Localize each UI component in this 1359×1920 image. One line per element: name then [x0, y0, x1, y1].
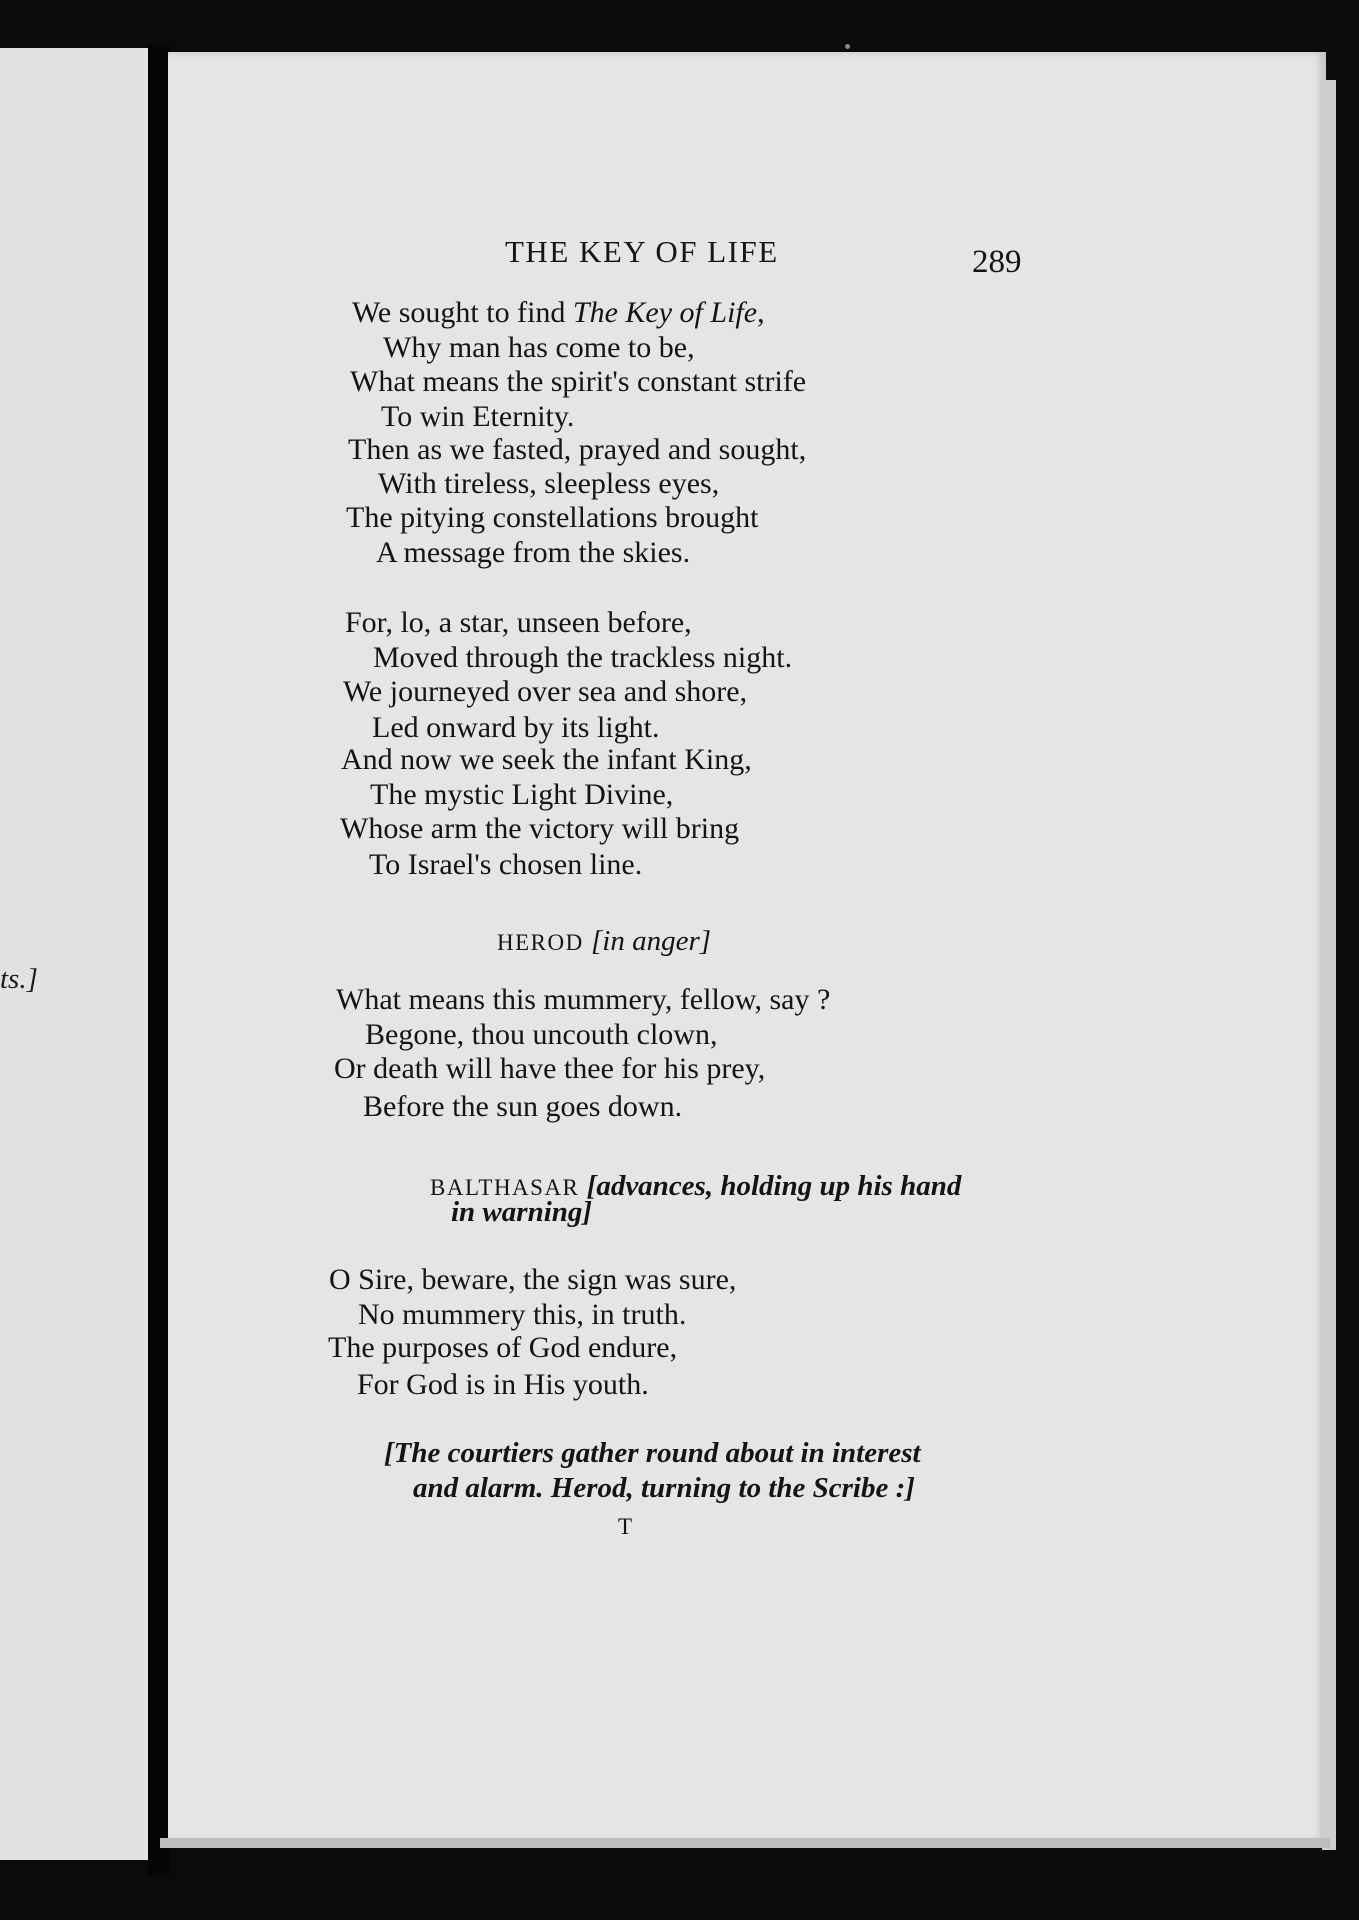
previous-page-fragment: ts.]: [0, 963, 38, 995]
verse-line: Why man has come to be,: [383, 331, 695, 364]
previous-page: [0, 48, 152, 1860]
speaker-heading: [497, 925, 711, 958]
verse-line: For God is in His youth.: [357, 1368, 649, 1401]
verse-line: We sought to find The Key of Life,: [352, 296, 765, 329]
stage-direction-inline: [advances, holding up his hand: [586, 1170, 962, 1202]
page-number: 289: [972, 244, 1022, 280]
dust-speck: [845, 44, 850, 49]
verse-line: For, lo, a star, unseen before,: [345, 606, 692, 639]
verse-line: The purposes of God endure,: [328, 1331, 678, 1364]
verse-line: Before the sun goes down.: [363, 1090, 683, 1123]
running-head: THE KEY OF LIFE: [505, 234, 779, 269]
speaker-name: HEROD: [497, 930, 584, 955]
verse-line: Led onward by its light.: [372, 711, 660, 744]
stage-direction: and alarm. Herod, turning to the Scribe :]: [413, 1472, 915, 1504]
verse-line: Begone, thou uncouth clown,: [365, 1018, 718, 1051]
stage-direction-inline: [in anger]: [590, 925, 712, 957]
speaker-name: BALTHASAR: [430, 1175, 580, 1200]
verse-line: Whose arm the victory will bring: [340, 812, 740, 845]
stage-direction-inline: in warning]: [451, 1196, 593, 1228]
verse-line: Then as we fasted, prayed and sought,: [348, 433, 807, 466]
verse-line: What means the spirit's constant strife: [350, 365, 807, 398]
verse-line: Moved through the trackless night.: [373, 641, 793, 674]
page-edge: [1322, 80, 1336, 1850]
verse-line: And now we seek the infant King,: [341, 743, 752, 776]
verse-line: The pitying constellations brought: [346, 501, 759, 534]
verse-line: Or death will have thee for his prey,: [334, 1052, 766, 1085]
verse-line: The mystic Light Divine,: [370, 778, 674, 811]
verse-line: No mummery this, in truth.: [358, 1298, 687, 1331]
verse-line: To Israel's chosen line.: [369, 848, 643, 881]
book-gutter: [148, 45, 170, 1875]
signature-mark: T: [618, 1514, 633, 1539]
verse-line: O Sire, beware, the sign was sure,: [329, 1263, 737, 1296]
verse-line: What means this mummery, fellow, say ?: [336, 983, 831, 1016]
verse-line: To win Eternity.: [381, 400, 575, 433]
title-reference: The Key of Life: [572, 296, 758, 329]
stage-direction: [The courtiers gather round about in interest: [384, 1437, 921, 1469]
verse-line: We journeyed over sea and shore,: [343, 675, 748, 708]
verse-line: With tireless, sleepless eyes,: [378, 467, 720, 500]
verse-line: A message from the skies.: [376, 536, 691, 569]
page-bottom-edge: [160, 1838, 1330, 1848]
